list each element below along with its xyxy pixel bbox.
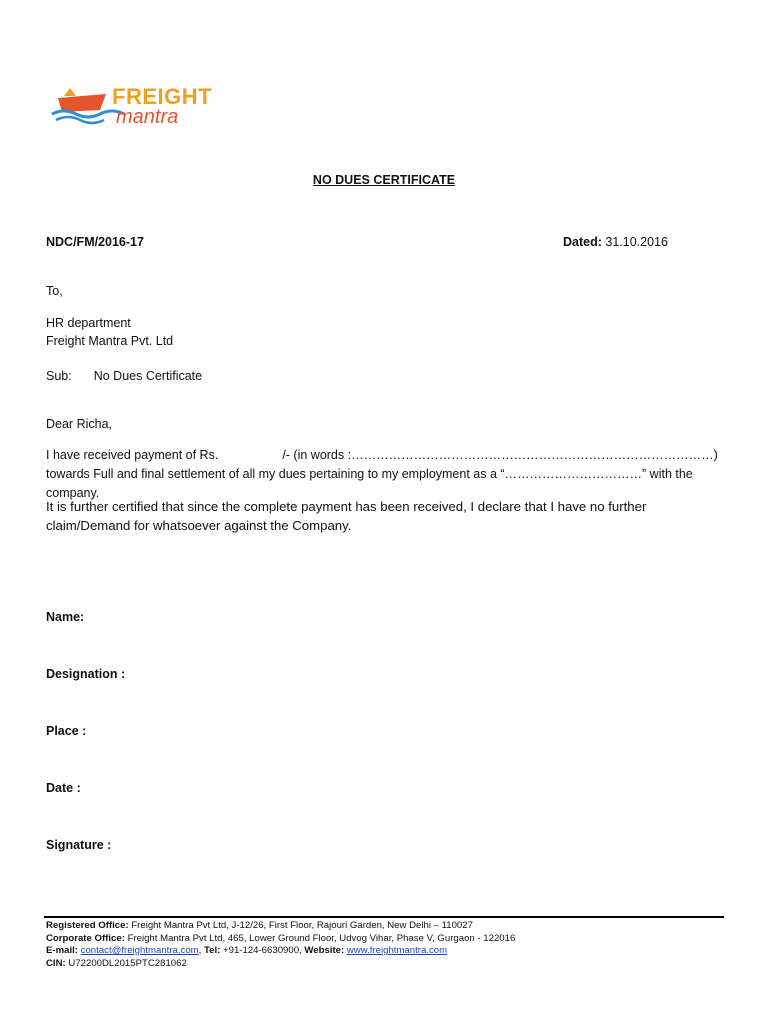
recipient-line-1: HR department xyxy=(46,316,131,330)
footer xyxy=(46,920,515,970)
paragraph-payment xyxy=(46,446,722,503)
date-line xyxy=(563,235,668,249)
paragraph-payment-part2: /- (in words :……………………………………………………………………………) towards Full and final settlement of all my dues pertaining to my employment as a “……………………………” with the company. xyxy=(46,448,718,500)
field-designation: Designation : xyxy=(46,667,126,681)
footer-registered: Registered Office: Freight Mantra Pvt Ltd, J-12/26, First Floor, Rajouri Garden, New Delhi – 110027 xyxy=(46,920,473,931)
paragraph-payment-part1: I have received payment of Rs. xyxy=(46,448,219,462)
footer-cin: CIN: U72200DL2015PTC281062 xyxy=(46,957,187,969)
logo-text-mantra: mantra xyxy=(116,106,179,128)
field-signature: Signature : xyxy=(46,838,112,852)
logo-text-freight: FREIGHT xyxy=(112,84,213,109)
field-name: Name: xyxy=(46,610,85,624)
paragraph-declaration: It is further certified that since the complete payment has been received, I declare that I have no further claim/Demand for whatsoever against the Company. xyxy=(46,499,647,533)
subject-value: No Dues Certificate xyxy=(93,369,203,383)
field-place: Place : xyxy=(46,724,87,738)
field-date: Date : xyxy=(46,781,81,795)
subject-line xyxy=(46,369,202,383)
email-link[interactable]: contact@freightmantra.com xyxy=(80,945,199,956)
reference-number: NDC/FM/2016-17 xyxy=(46,235,144,249)
footer-corporate: Corporate Office: Freight Mantra Pvt Ltd, 465, Lower Ground Floor, Udvog Vihar, Phase V, Gurgaon - 122016 xyxy=(46,932,516,944)
dated-label: Dated: xyxy=(563,235,602,249)
subject-label: Sub: xyxy=(46,369,72,383)
footer-divider xyxy=(44,916,724,918)
recipient-line-2: Freight Mantra Pvt. Ltd xyxy=(46,334,174,348)
salutation: Dear Richa, xyxy=(46,417,112,431)
website-link[interactable]: www.freightmantra.com xyxy=(346,945,448,956)
document-title: NO DUES CERTIFICATE xyxy=(312,173,456,187)
dated-value: 31.10.2016 xyxy=(605,235,668,249)
ship-icon xyxy=(58,94,106,112)
footer-contact: E-mail: contact@freightmantra.com, Tel: +91-124-6630900, Website: www.freightmantra.com xyxy=(46,945,448,956)
to-line: To, xyxy=(46,284,63,298)
